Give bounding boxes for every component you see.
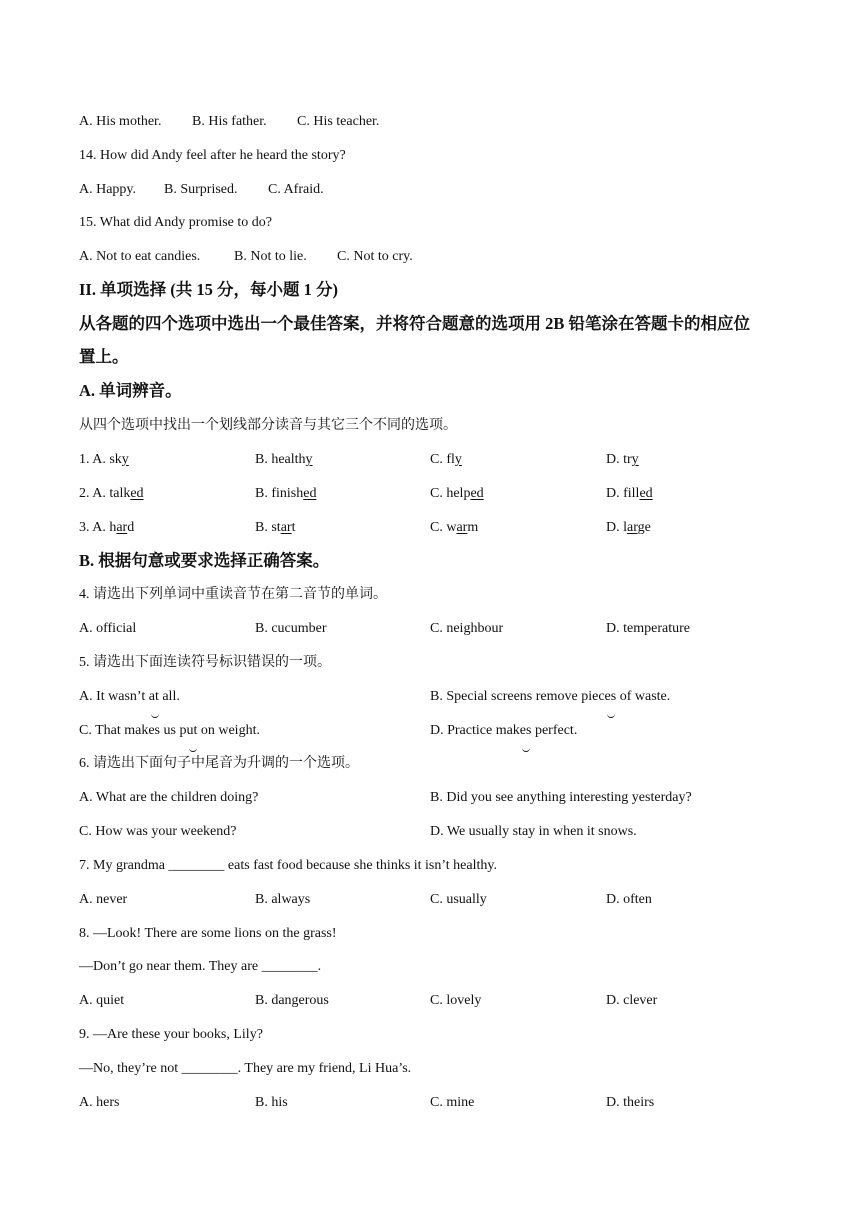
section-instruction-2: 置上。 [79,347,129,366]
part-b-title: B. 根据句意或要求选择正确答案。 [79,551,330,570]
option-b: B. Surprised. [164,182,238,197]
option-b: B. start [255,520,296,535]
option-c: C. Afraid. [268,182,324,197]
option-d: D. often [606,892,652,907]
q5-options-row-2 [0,722,860,740]
q6-options-row-1 [0,789,860,807]
option-c: C. neighbour [430,621,504,636]
q8-options [0,992,860,1010]
option-c: C. His teacher. [297,114,380,129]
question-1 [0,451,860,469]
option-c: C. fly [430,452,462,467]
option-a: A. never [79,892,128,907]
q7-options [0,891,860,909]
option-c: C. Not to cry. [337,249,413,264]
option-b: B. cucumber [255,621,327,636]
option-c: C. usually [430,892,487,907]
option-c: C. How was your weekend? [79,824,237,839]
option-d: D. theirs [606,1095,655,1110]
option-d: D. temperature [606,621,690,636]
question-9-line-1: 9. —Are these your books, Lily? [79,1027,263,1042]
question-9-line-2: —No, they’re not ________. They are my friend, Li Hua’s. [79,1061,412,1076]
option-a: A. His mother. [79,114,162,129]
option-a: A. hers [79,1095,120,1110]
option-b: B. dangerous [255,993,329,1008]
option-b: B. Not to lie. [234,249,307,264]
question-6: 6. 请选出下面句子中尾音为升调的一个选项。 [79,756,359,771]
option-d: D. clever [606,993,658,1008]
option-a: A. Not to eat candies. [79,249,201,264]
question-2 [0,485,860,503]
q14-options [0,181,860,199]
question-3 [0,519,860,537]
option-d: D. large [606,520,651,535]
q13-options [0,113,860,131]
question-7: 7. My grandma ________ eats fast food because she thinks it isn’t healthy. [79,858,497,873]
section-title: II. 单项选择 (共 15 分，每小题 1 分) [79,280,338,299]
q15-options [0,248,860,266]
part-a-title: A. 单词辨音。 [79,381,182,400]
option-d: D. Practice makes perfect. [430,723,578,738]
option-c: C. That makes us put on weight. [79,723,260,738]
question-15: 15. What did Andy promise to do? [79,215,272,230]
option-b: B. Did you see anything interesting yesterday? [430,790,692,805]
q5-options-row-1 [0,688,860,706]
question-4: 4. 请选出下列单词中重读音节在第二音节的单词。 [79,587,387,602]
question-5: 5. 请选出下面连读符号标识错误的一项。 [79,655,331,670]
option-a: A. quiet [79,993,125,1008]
option-b: B. always [255,892,311,907]
option-c: C. mine [430,1095,475,1110]
option-a: A. What are the children doing? [79,790,259,805]
option-d: D. try [606,452,639,467]
option-b: B. Special screens remove pieces of waste. [430,689,671,704]
q9-options [0,1094,860,1112]
option-a: A. official [79,621,137,636]
q4-options [0,620,860,638]
option-b: B. his [255,1095,288,1110]
q6-options-row-2 [0,823,860,841]
section-instruction-1: 从各题的四个选项中选出一个最佳答案，并将符合题意的选项用 2B 铅笔涂在答题卡的相应位 [79,314,751,333]
option-a: A. Happy. [79,182,137,197]
question-8-line-2: —Don’t go near them. They are ________. [79,959,322,974]
option-c: C. warm [430,520,479,535]
option-d: D. filled [606,486,653,501]
question-14: 14. How did Andy feel after he heard the story? [79,148,346,163]
option-c: C. helped [430,486,484,501]
option-a: 1. A. sky [79,452,129,467]
option-b: B. healthy [255,452,313,467]
option-a: A. It wasn’t at all. [79,689,180,704]
option-d: D. We usually stay in when it snows. [430,824,637,839]
option-b: B. His father. [192,114,267,129]
option-c: C. lovely [430,993,482,1008]
option-a: 3. A. hard [79,520,135,535]
option-a: 2. A. talked [79,486,144,501]
part-a-instruction: 从四个选项中找出一个划线部分读音与其它三个不同的选项。 [79,418,457,433]
question-8-line-1: 8. —Look! There are some lions on the grass! [79,926,337,941]
option-b: B. finished [255,486,317,501]
